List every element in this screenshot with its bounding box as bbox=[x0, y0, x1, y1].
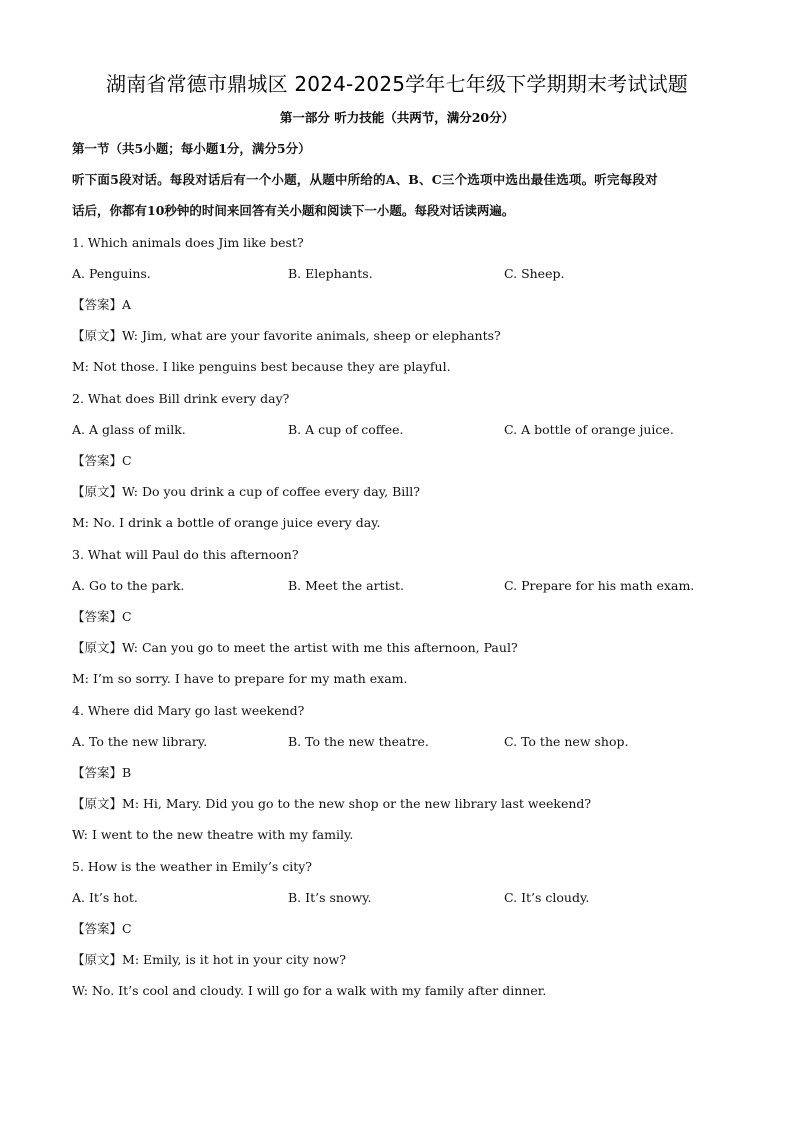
answer-tag: 【答案】 bbox=[72, 453, 123, 468]
transcript-text: M: Emily, is it hot in your city now? bbox=[122, 952, 346, 967]
q5-transcript-1 bbox=[72, 952, 346, 968]
answer-value: C bbox=[122, 921, 132, 936]
q5-option-a: A. It’s hot. bbox=[72, 890, 138, 905]
transcript-tag: 【原文】 bbox=[72, 484, 123, 499]
q1-transcript-1 bbox=[72, 328, 501, 344]
q3-transcript-2: M: I’m so sorry. I have to prepare for my math exam. bbox=[72, 671, 408, 686]
q5-option-b: B. It’s snowy. bbox=[288, 890, 372, 905]
instructions-line-2: 话后，你都有10秒钟的时间来回答有关小题和阅读下一小题。每段对话读两遍。 bbox=[72, 203, 515, 218]
question-3: 3. What will Paul do this afternoon? bbox=[72, 547, 299, 562]
q1-option-a: A. Penguins. bbox=[72, 266, 151, 281]
q3-option-b: B. Meet the artist. bbox=[288, 578, 405, 593]
transcript-tag: 【原文】 bbox=[72, 328, 123, 343]
q3-option-a: A. Go to the park. bbox=[72, 578, 185, 593]
answer-value: C bbox=[122, 453, 132, 468]
q2-answer bbox=[72, 453, 132, 469]
transcript-tag: 【原文】 bbox=[72, 640, 123, 655]
answer-tag: 【答案】 bbox=[72, 765, 123, 780]
q2-option-a: A. A glass of milk. bbox=[72, 422, 186, 437]
answer-value: C bbox=[122, 609, 132, 624]
section-heading: 第一节（共5小题；每小题1分，满分5分） bbox=[72, 141, 311, 156]
q5-answer bbox=[72, 921, 132, 937]
answer-value: A bbox=[122, 297, 132, 312]
transcript-tag: 【原文】 bbox=[72, 796, 123, 811]
question-2: 2. What does Bill drink every day? bbox=[72, 391, 290, 406]
instructions-line-1: 听下面5段对话。每段对话后有一个小题，从题中所给的A、B、C三个选项中选出最佳选项。听完每段对 bbox=[72, 172, 658, 187]
q3-transcript-1 bbox=[72, 640, 518, 656]
q4-option-c: C. To the new shop. bbox=[504, 734, 629, 749]
q2-transcript-2: M: No. I drink a bottle of orange juice every day. bbox=[72, 515, 381, 530]
q2-option-b: B. A cup of coffee. bbox=[288, 422, 404, 437]
transcript-text: M: Hi, Mary. Did you go to the new shop or the new library last weekend? bbox=[122, 796, 592, 811]
question-1: 1. Which animals does Jim like best? bbox=[72, 235, 304, 250]
q5-transcript-2: W: No. It’s cool and cloudy. I will go for a walk with my family after dinner. bbox=[72, 983, 547, 998]
question-5: 5. How is the weather in Emily’s city? bbox=[72, 859, 313, 874]
answer-tag: 【答案】 bbox=[72, 297, 123, 312]
part-heading: 第一部分 听力技能（共两节，满分20分） bbox=[279, 110, 515, 125]
q2-transcript-1 bbox=[72, 484, 420, 500]
question-4: 4. Where did Mary go last weekend? bbox=[72, 703, 305, 718]
transcript-text: W: Can you go to meet the artist with me this afternoon, Paul? bbox=[122, 640, 518, 655]
q1-transcript-2: M: Not those. I like penguins best because they are playful. bbox=[72, 359, 451, 374]
page-title: 湖南省常德市鼎城区 2024-2025学年七年级下学期期末考试试题 bbox=[106, 72, 688, 96]
q1-answer bbox=[72, 297, 131, 313]
q5-option-c: C. It’s cloudy. bbox=[504, 890, 590, 905]
transcript-text: W: Do you drink a cup of coffee every day, Bill? bbox=[122, 484, 420, 499]
q2-option-c: C. A bottle of orange juice. bbox=[504, 422, 674, 437]
transcript-tag: 【原文】 bbox=[72, 952, 123, 967]
q4-transcript-1 bbox=[72, 796, 591, 812]
q4-option-b: B. To the new theatre. bbox=[288, 734, 429, 749]
transcript-text: W: Jim, what are your favorite animals, sheep or elephants? bbox=[122, 328, 501, 343]
answer-tag: 【答案】 bbox=[72, 921, 123, 936]
answer-tag: 【答案】 bbox=[72, 609, 123, 624]
answer-value: B bbox=[122, 765, 132, 780]
q4-answer bbox=[72, 765, 131, 781]
q4-transcript-2: W: I went to the new theatre with my family. bbox=[72, 827, 354, 842]
q3-answer bbox=[72, 609, 132, 625]
q1-option-c: C. Sheep. bbox=[504, 266, 565, 281]
q3-option-c: C. Prepare for his math exam. bbox=[504, 578, 695, 593]
q4-option-a: A. To the new library. bbox=[72, 734, 208, 749]
q1-option-b: B. Elephants. bbox=[288, 266, 373, 281]
